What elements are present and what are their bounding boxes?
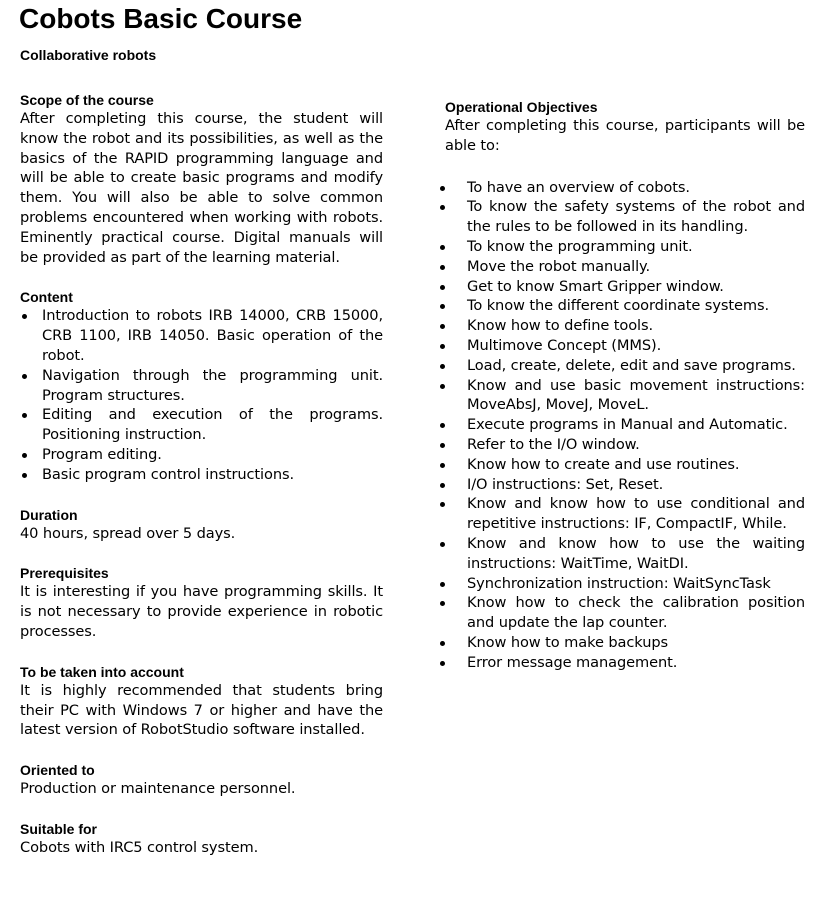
duration-heading: Duration	[20, 506, 78, 523]
objective-item: Know how to make backups	[445, 633, 805, 653]
content-item: Introduction to robots IRB 14000, CRB 15000, CRB 1100, IRB 14050. Basic operation of the robot.	[20, 306, 383, 365]
objective-item: Error message management.	[445, 653, 805, 673]
objective-item: Execute programs in Manual and Automatic.	[445, 415, 805, 435]
page-subtitle: Collaborative robots	[20, 47, 157, 63]
objective-item: Know and use basic movement instructions: MoveAbsJ, MoveJ, MoveL.	[445, 376, 805, 416]
objective-item: Get to know Smart Gripper window.	[445, 277, 805, 297]
prerequisites-heading: Prerequisites	[20, 565, 109, 582]
objective-item: Move the robot manually.	[445, 257, 805, 277]
content-item: Program editing.	[20, 445, 383, 465]
account-heading: To be taken into account	[20, 663, 184, 680]
objective-item: Know and know how to use the waiting instructions: WaitTime, WaitDI.	[445, 534, 805, 574]
prerequisites-text: It is interesting if you have programming skills. It is not necessary to provide experience in robotic processes.	[20, 583, 383, 640]
content-section	[20, 288, 383, 484]
objectives-intro: After completing this course, participants will be able to:	[445, 117, 805, 154]
objectives-heading: Operational Objectives	[445, 99, 598, 115]
oriented-text: Production or maintenance personnel.	[20, 780, 296, 798]
objective-item: Know how to check the calibration position and update the lap counter.	[445, 593, 805, 633]
objective-item: Refer to the I/O window.	[445, 435, 805, 455]
prerequisites-section	[20, 564, 383, 641]
duration-section	[20, 506, 383, 544]
objective-item: I/O instructions: Set, Reset.	[445, 475, 805, 495]
scope-section	[20, 91, 383, 267]
content-list	[20, 306, 383, 484]
objective-item: Multimove Concept (MMS).	[445, 336, 805, 356]
account-section	[20, 663, 383, 740]
right-column	[445, 98, 805, 673]
objective-item: To know the different coordinate systems.	[445, 296, 805, 316]
content-item: Basic program control instructions.	[20, 465, 383, 485]
content-heading: Content	[20, 289, 73, 306]
objectives-list	[445, 178, 805, 673]
objective-item: Know how to define tools.	[445, 316, 805, 336]
objective-item: To know the safety systems of the robot and the rules to be followed in its handling.	[445, 197, 805, 237]
scope-text: After completing this course, the student will know the robot and its possibilities, as well as the basics of the RAPID programming language and will be able to create basic programs and modify them. You will also be able to solve common problems encountered when working with robots. Eminently practical course. Digital manuals will be provided as part of the learning material.	[20, 110, 383, 266]
suitable-heading: Suitable for	[20, 820, 98, 837]
suitable-section	[20, 820, 383, 858]
objective-item: To have an overview of cobots.	[445, 178, 805, 198]
oriented-heading: Oriented to	[20, 762, 95, 779]
objective-item: Load, create, delete, edit and save programs.	[445, 356, 805, 376]
duration-text: 40 hours, spread over 5 days.	[20, 524, 236, 542]
scope-heading: Scope of the course	[20, 92, 154, 108]
left-column	[20, 91, 383, 879]
objective-item: Synchronization instruction: WaitSyncTask	[445, 574, 805, 594]
objective-item: To know the programming unit.	[445, 237, 805, 257]
objective-item: Know and know how to use conditional and repetitive instructions: IF, CompactIF, While.	[445, 494, 805, 534]
objective-item: Know how to create and use routines.	[445, 455, 805, 475]
content-item: Navigation through the programming unit. Program structures.	[20, 366, 383, 406]
suitable-text: Cobots with IRC5 control system.	[20, 838, 259, 856]
content-item: Editing and execution of the programs. Positioning instruction.	[20, 405, 383, 445]
oriented-section	[20, 761, 383, 799]
page-title: Cobots Basic Course	[19, 3, 303, 34]
account-text: It is highly recommended that students bring their PC with Windows 7 or higher and have the latest version of RobotStudio software installed.	[20, 681, 383, 739]
